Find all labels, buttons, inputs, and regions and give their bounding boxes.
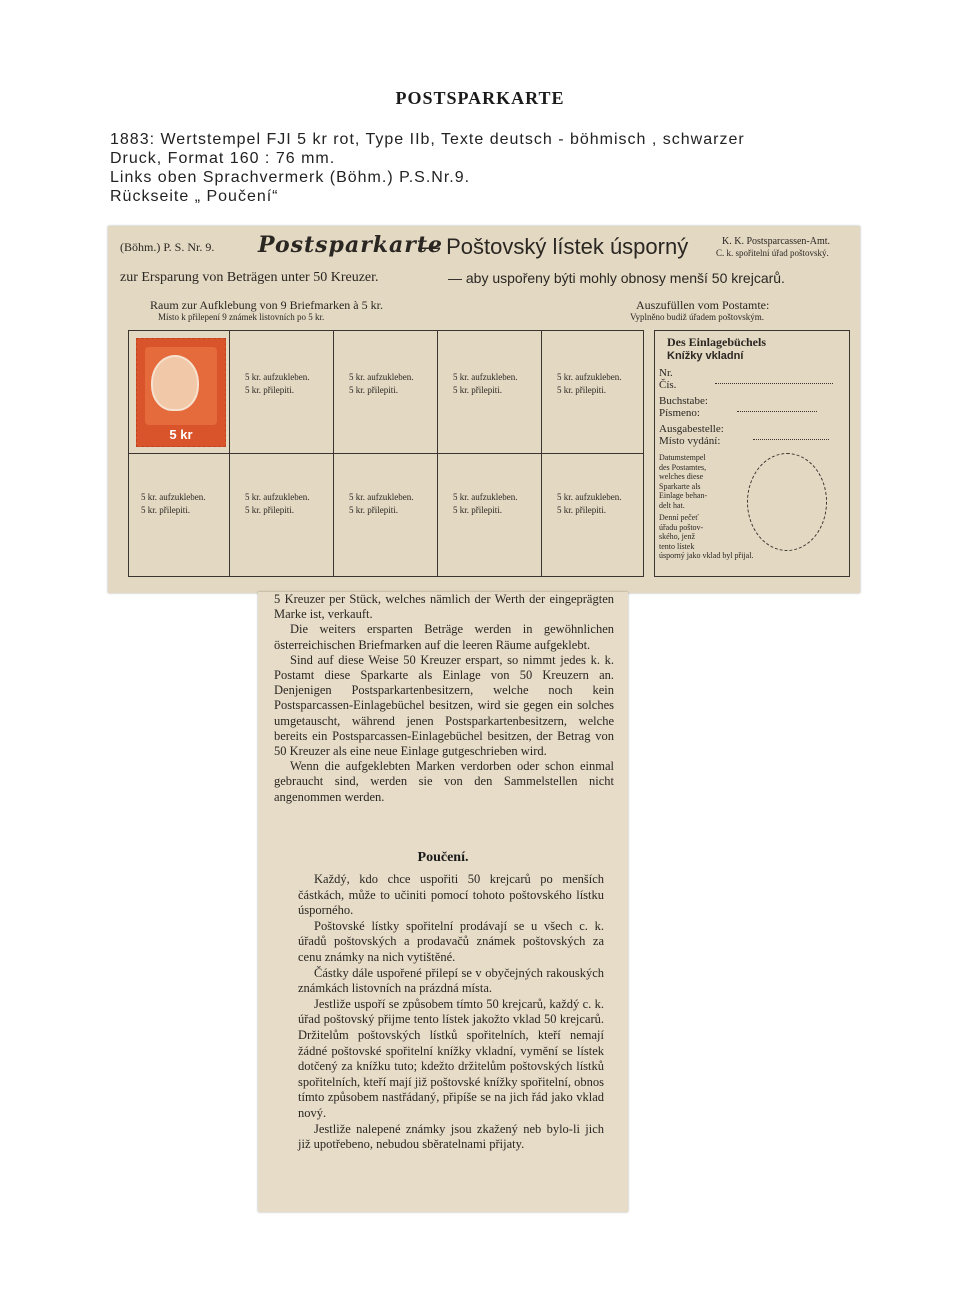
date-stamp-note-czech: Denní pečeť úřadu poštov- ského, jenž tento lístek úsporný jako vklad byl přijal. bbox=[659, 513, 754, 560]
paragraph: 5 Kreuzer per Stück, welches nämlich der Werth der eingeprägten Marke ist, verkauft. bbox=[274, 592, 614, 622]
stamp-cell: 5 kr. aufzukleben. 5 kr. přilepiti. bbox=[349, 372, 414, 395]
back-text-german bbox=[274, 592, 614, 805]
emperor-portrait-icon bbox=[151, 355, 199, 411]
stamp-cell: 5 kr. aufzukleben. 5 kr. přilepiti. bbox=[349, 492, 414, 515]
title-czech: — Poštovský lístek úsporný bbox=[418, 234, 689, 259]
date-stamp-circle bbox=[747, 453, 827, 551]
space-note-czech: Místo k přilepení 9 známek listovních po 5 kr. bbox=[158, 312, 325, 322]
space-note-german: Raum zur Aufklebung von 9 Briefmarken à 5 kr. bbox=[150, 298, 383, 312]
stamp-value: 5 kr bbox=[169, 427, 193, 442]
stamp-cell: 5 kr. aufzukleben. 5 kr. přilepiti. bbox=[453, 492, 518, 515]
description-line: Links oben Sprachvermerk (Böhm.) P.S.Nr.9. bbox=[110, 169, 471, 186]
description-line: Rückseite „ Poučení“ bbox=[110, 188, 279, 205]
paragraph: Jestliže nalepené známky jsou zkažený neb bylo-li jich již upotřebeno, nebudou sběratelnami přijaty. bbox=[298, 1121, 604, 1152]
subtitle-czech: — aby uspořeny býti mohly obnosy menší 50 krejcarů. bbox=[448, 270, 785, 286]
date-stamp-note-german: Datumstempel des Postamtes, welches diese Sparkarte als Einlage behan- delt hat. bbox=[659, 453, 708, 510]
letter-label-german: Buchstabe: bbox=[659, 395, 708, 407]
postcard-back bbox=[258, 592, 628, 1212]
stamp-cell: 5 kr. aufzukleben. 5 kr. přilepiti. bbox=[453, 372, 518, 395]
stamp-cell: 5 kr. aufzukleben. 5 kr. přilepiti. bbox=[557, 492, 622, 515]
stamp-cell: 5 kr. aufzukleben. 5 kr. přilepiti. bbox=[245, 372, 310, 395]
office-german: K. K. Postsparcassen-Amt. bbox=[722, 236, 831, 247]
imprinted-stamp bbox=[136, 338, 226, 447]
receipt-title-german: Des Einlagebüchels bbox=[667, 335, 767, 349]
issue-label-czech: Místo vydání: bbox=[659, 435, 721, 447]
office-czech: C. k. spořitelní úřad poštovský. bbox=[716, 248, 829, 258]
fill-note-czech: Vyplněno budiž úřadem poštovským. bbox=[630, 312, 764, 322]
title-german: Postsparkarte bbox=[258, 232, 444, 258]
stamp-cell: 5 kr. aufzukleben. 5 kr. přilepiti. bbox=[141, 492, 206, 515]
back-text-czech bbox=[298, 872, 604, 1153]
issue-label-german: Ausgabestelle: bbox=[659, 423, 724, 435]
page-heading: POSTSPARKARTE bbox=[395, 88, 565, 108]
subtitle-german: zur Ersparung von Beträgen unter 50 Kreuzer. bbox=[120, 270, 379, 285]
letter-label-czech: Písmeno: bbox=[659, 407, 700, 419]
stamp-cell: 5 kr. aufzukleben. 5 kr. přilepiti. bbox=[557, 372, 622, 395]
paragraph: Wenn die aufgeklebten Marken verdorben oder schon einmal gebraucht sind, werden sie von den Sammelstellen nicht angenommen werden. bbox=[274, 759, 614, 804]
receipt-title-czech: Knížky vkladní bbox=[667, 350, 744, 362]
description bbox=[110, 130, 870, 206]
paragraph: Částky dále uspořené přilepí se v obyčejných rakouských známkách listovních na prázdná místa. bbox=[298, 965, 604, 996]
nr-label-german: Nr. bbox=[659, 367, 673, 379]
paragraph: Poštovské lístky spořitelní prodávají se u všech c. k. úřadů poštovských a prodavačů známek poštovských za cenu známky na nich vytištěné. bbox=[298, 918, 604, 964]
fill-note-german: Auszufüllen vom Postamte: bbox=[636, 298, 770, 312]
description-line: 1883: Wertstempel FJI 5 kr rot, Type IIb, Texte deutsch - böhmisch , schwarzer bbox=[110, 131, 745, 148]
stamp-cell: 5 kr. aufzukleben. 5 kr. přilepiti. bbox=[245, 492, 310, 515]
instructions-heading: Poučení. bbox=[417, 850, 469, 865]
paragraph: Jestliže uspoří se způsobem tímto 50 krejcarů, každý c. k. úřad poštovský přijme tento lístek jakožto vklad 50 krejcarů. Držitelům poštovských lístků spořitelních, kteří nemají žádné poštovské spořitelní knížky vkladní, vymění se lístek dotčený za knížku tuto; kdežto držitelům poštovských lístků spořitelních, kteří mají již poštovské knížky spořitelní, obnos tímto způsobem nastřádaný, připíše se na jich řád jako vklad nový. bbox=[298, 996, 604, 1120]
paragraph: Die weiters ersparten Beträge werden in gewöhnlichen österreichischen Briefmarken auf die leeren Räume aufgeklebt. bbox=[274, 622, 614, 652]
language-mark: (Böhm.) P. S. Nr. 9. bbox=[120, 240, 215, 254]
paragraph: Sind auf diese Weise 50 Kreuzer erspart, so nimmt jedes k. k. Postamt diese Sparkarte als Einlage von 50 Kreuzern an. Denjenigen Postsparkartenbesitzern, welche noch kein Postsparcassen-Einlagebüchel besitzen, wird sie gegen ein solches umgetauscht, während jenen Postsparkartenbesitzern, welche bereits ein Postsparcassen-Einlagebüchel besitzen, der Betrag von 50 Kreuzer als eine neue Einlage gutgeschrieben wird. bbox=[274, 652, 614, 759]
nr-label-czech: Čís. bbox=[659, 379, 677, 391]
paragraph: Každý, kdo chce uspořiti 50 krejcarů po menších částkách, může to učiniti pomocí tohoto poštovského lístku úsporného. bbox=[298, 872, 604, 918]
receipt-box bbox=[654, 330, 850, 577]
postcard-front bbox=[108, 226, 860, 593]
description-line: Druck, Format 160 : 76 mm. bbox=[110, 150, 336, 167]
